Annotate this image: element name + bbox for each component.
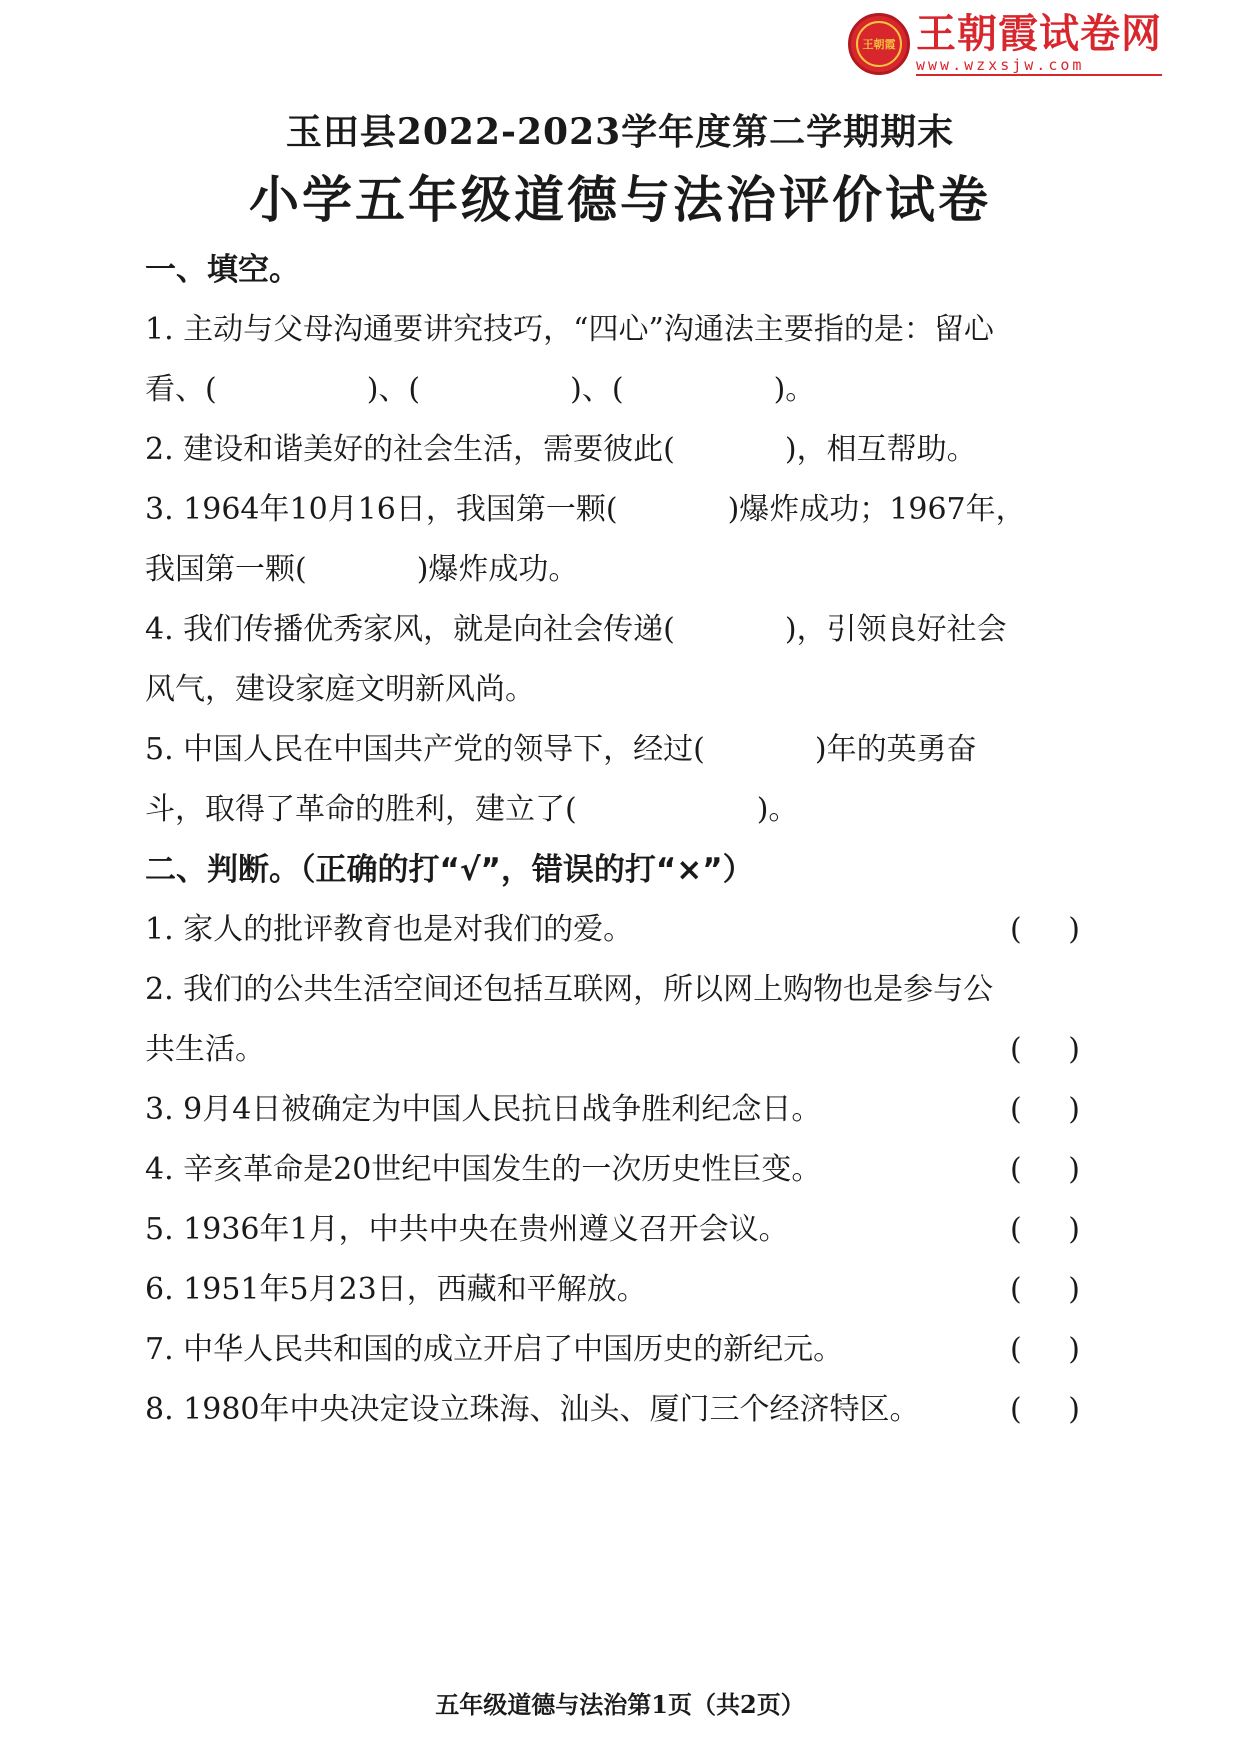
- answer-paren[interactable]: [1010, 1140, 1080, 1200]
- q5-suffix: )年的英勇奋: [814, 732, 977, 767]
- judge-item-3: [145, 1080, 1105, 1140]
- judge-item-5: [145, 1200, 1105, 1260]
- paren-close: ): [1068, 912, 1080, 947]
- judge-item-7: [145, 1320, 1105, 1380]
- judge-text: 共生活。: [145, 1032, 265, 1067]
- paren-open: (: [1010, 1092, 1022, 1127]
- paren-close: ): [1068, 1092, 1080, 1127]
- seal-text: 王朝霞: [856, 21, 902, 67]
- q1-sep1: )、(: [366, 372, 421, 407]
- paren-open: (: [1010, 1212, 1022, 1247]
- question-3-line-2: [145, 540, 1105, 600]
- paren-open: (: [1010, 1152, 1022, 1187]
- judge-text: 1. 家人的批评教育也是对我们的爱。: [145, 912, 634, 947]
- judge-text: 5. 1936年1月，中共中央在贵州遵义召开会议。: [145, 1212, 789, 1247]
- exam-subtitle: 玉田县2022-2023学年度第二学期期末: [285, 111, 955, 153]
- judge-text: 2. 我们的公共生活空间还包括互联网，所以网上购物也是参与公: [145, 972, 994, 1007]
- q1-prefix: 看、(: [145, 372, 217, 407]
- page-footer: 五年级道德与法治第1页（共2页）: [435, 1690, 805, 1719]
- question-1-line-2: [145, 360, 1105, 420]
- answer-paren[interactable]: [1010, 1260, 1080, 1320]
- judge-item-4: [145, 1140, 1105, 1200]
- paren-open: (: [1010, 1272, 1022, 1307]
- q5-line2-prefix: 斗，取得了革命的胜利，建立了(: [145, 792, 577, 827]
- paren-open: (: [1010, 912, 1022, 947]
- judge-text: 8. 1980年中央决定设立珠海、汕头、厦门三个经济特区。: [145, 1392, 920, 1427]
- paren-open: (: [1010, 1032, 1022, 1067]
- judge-item-2-line-1: [145, 960, 1105, 1020]
- judge-item-8: [145, 1380, 1105, 1440]
- q2-suffix: )，相互帮助。: [784, 432, 977, 467]
- watermark-logo: [848, 12, 1162, 76]
- section-fill-heading: 一、填空。: [145, 252, 300, 288]
- paren-close: ): [1068, 1212, 1080, 1247]
- q3-prefix: 3. 1964年10月16日，我国第一颗(: [145, 492, 618, 527]
- q1-sep2: )、(: [570, 372, 624, 407]
- question-5-line-1: [145, 720, 1105, 780]
- answer-paren[interactable]: [1010, 1080, 1080, 1140]
- answer-paren[interactable]: [1010, 1320, 1080, 1380]
- paren-close: ): [1068, 1332, 1080, 1367]
- q5-line2-suffix: )。: [756, 792, 799, 827]
- paren-open: (: [1010, 1332, 1022, 1367]
- judge-text: 7. 中华人民共和国的成立开启了中国历史的新纪元。: [145, 1332, 844, 1367]
- judge-text: 4. 辛亥革命是20世纪中国发生的一次历史性巨变。: [145, 1152, 822, 1187]
- q4-suffix: )，引领良好社会: [784, 612, 1007, 647]
- paren-close: ): [1068, 1152, 1080, 1187]
- question-3-line-1: [145, 480, 1105, 540]
- answer-paren[interactable]: [1010, 1380, 1080, 1440]
- q2-prefix: 2. 建设和谐美好的社会生活，需要彼此(: [145, 432, 675, 467]
- q3-line2-suffix: )爆炸成功。: [416, 552, 579, 587]
- exam-title: 小学五年级道德与法治评价试卷: [249, 171, 991, 229]
- paren-close: ): [1068, 1032, 1080, 1067]
- question-4-line-1: [145, 600, 1105, 660]
- logo-text: [916, 12, 1162, 76]
- answer-paren[interactable]: [1010, 900, 1080, 960]
- judge-text: 3. 9月4日被确定为中国人民抗日战争胜利纪念日。: [145, 1092, 822, 1127]
- answer-paren[interactable]: [1010, 1020, 1080, 1080]
- logo-url: www.wzxsjw.com: [916, 56, 1162, 76]
- question-1-line-1: 1. 主动与父母沟通要讲究技巧，“四心”沟通法主要指的是：留心: [145, 312, 994, 347]
- judge-item-1: [145, 900, 1105, 960]
- paren-close: ): [1068, 1392, 1080, 1427]
- judge-item-6: [145, 1260, 1105, 1320]
- paren-open: (: [1010, 1392, 1022, 1427]
- judge-item-2-line-2: [145, 1020, 1105, 1080]
- q3-mid: )爆炸成功；1967年，: [727, 492, 1026, 527]
- section-judge-heading: 二、判断。（正确的打“√”，错误的打“×”）: [145, 852, 754, 888]
- seal-icon: [848, 13, 910, 75]
- question-2: [145, 420, 1105, 480]
- question-4-line-2: 风气，建设家庭文明新风尚。: [145, 672, 535, 707]
- answer-paren[interactable]: [1010, 1200, 1080, 1260]
- paren-close: ): [1068, 1272, 1080, 1307]
- q4-prefix: 4. 我们传播优秀家风，就是向社会传递(: [145, 612, 675, 647]
- q1-suffix: )。: [773, 372, 816, 407]
- exam-content: [145, 240, 1105, 1440]
- q5-prefix: 5. 中国人民在中国共产党的领导下，经过(: [145, 732, 705, 767]
- question-5-line-2: [145, 780, 1105, 840]
- q3-line2-prefix: 我国第一颗(: [145, 552, 307, 587]
- logo-name: 王朝霞试卷网: [916, 11, 1162, 57]
- judge-text: 6. 1951年5月23日，西藏和平解放。: [145, 1272, 647, 1307]
